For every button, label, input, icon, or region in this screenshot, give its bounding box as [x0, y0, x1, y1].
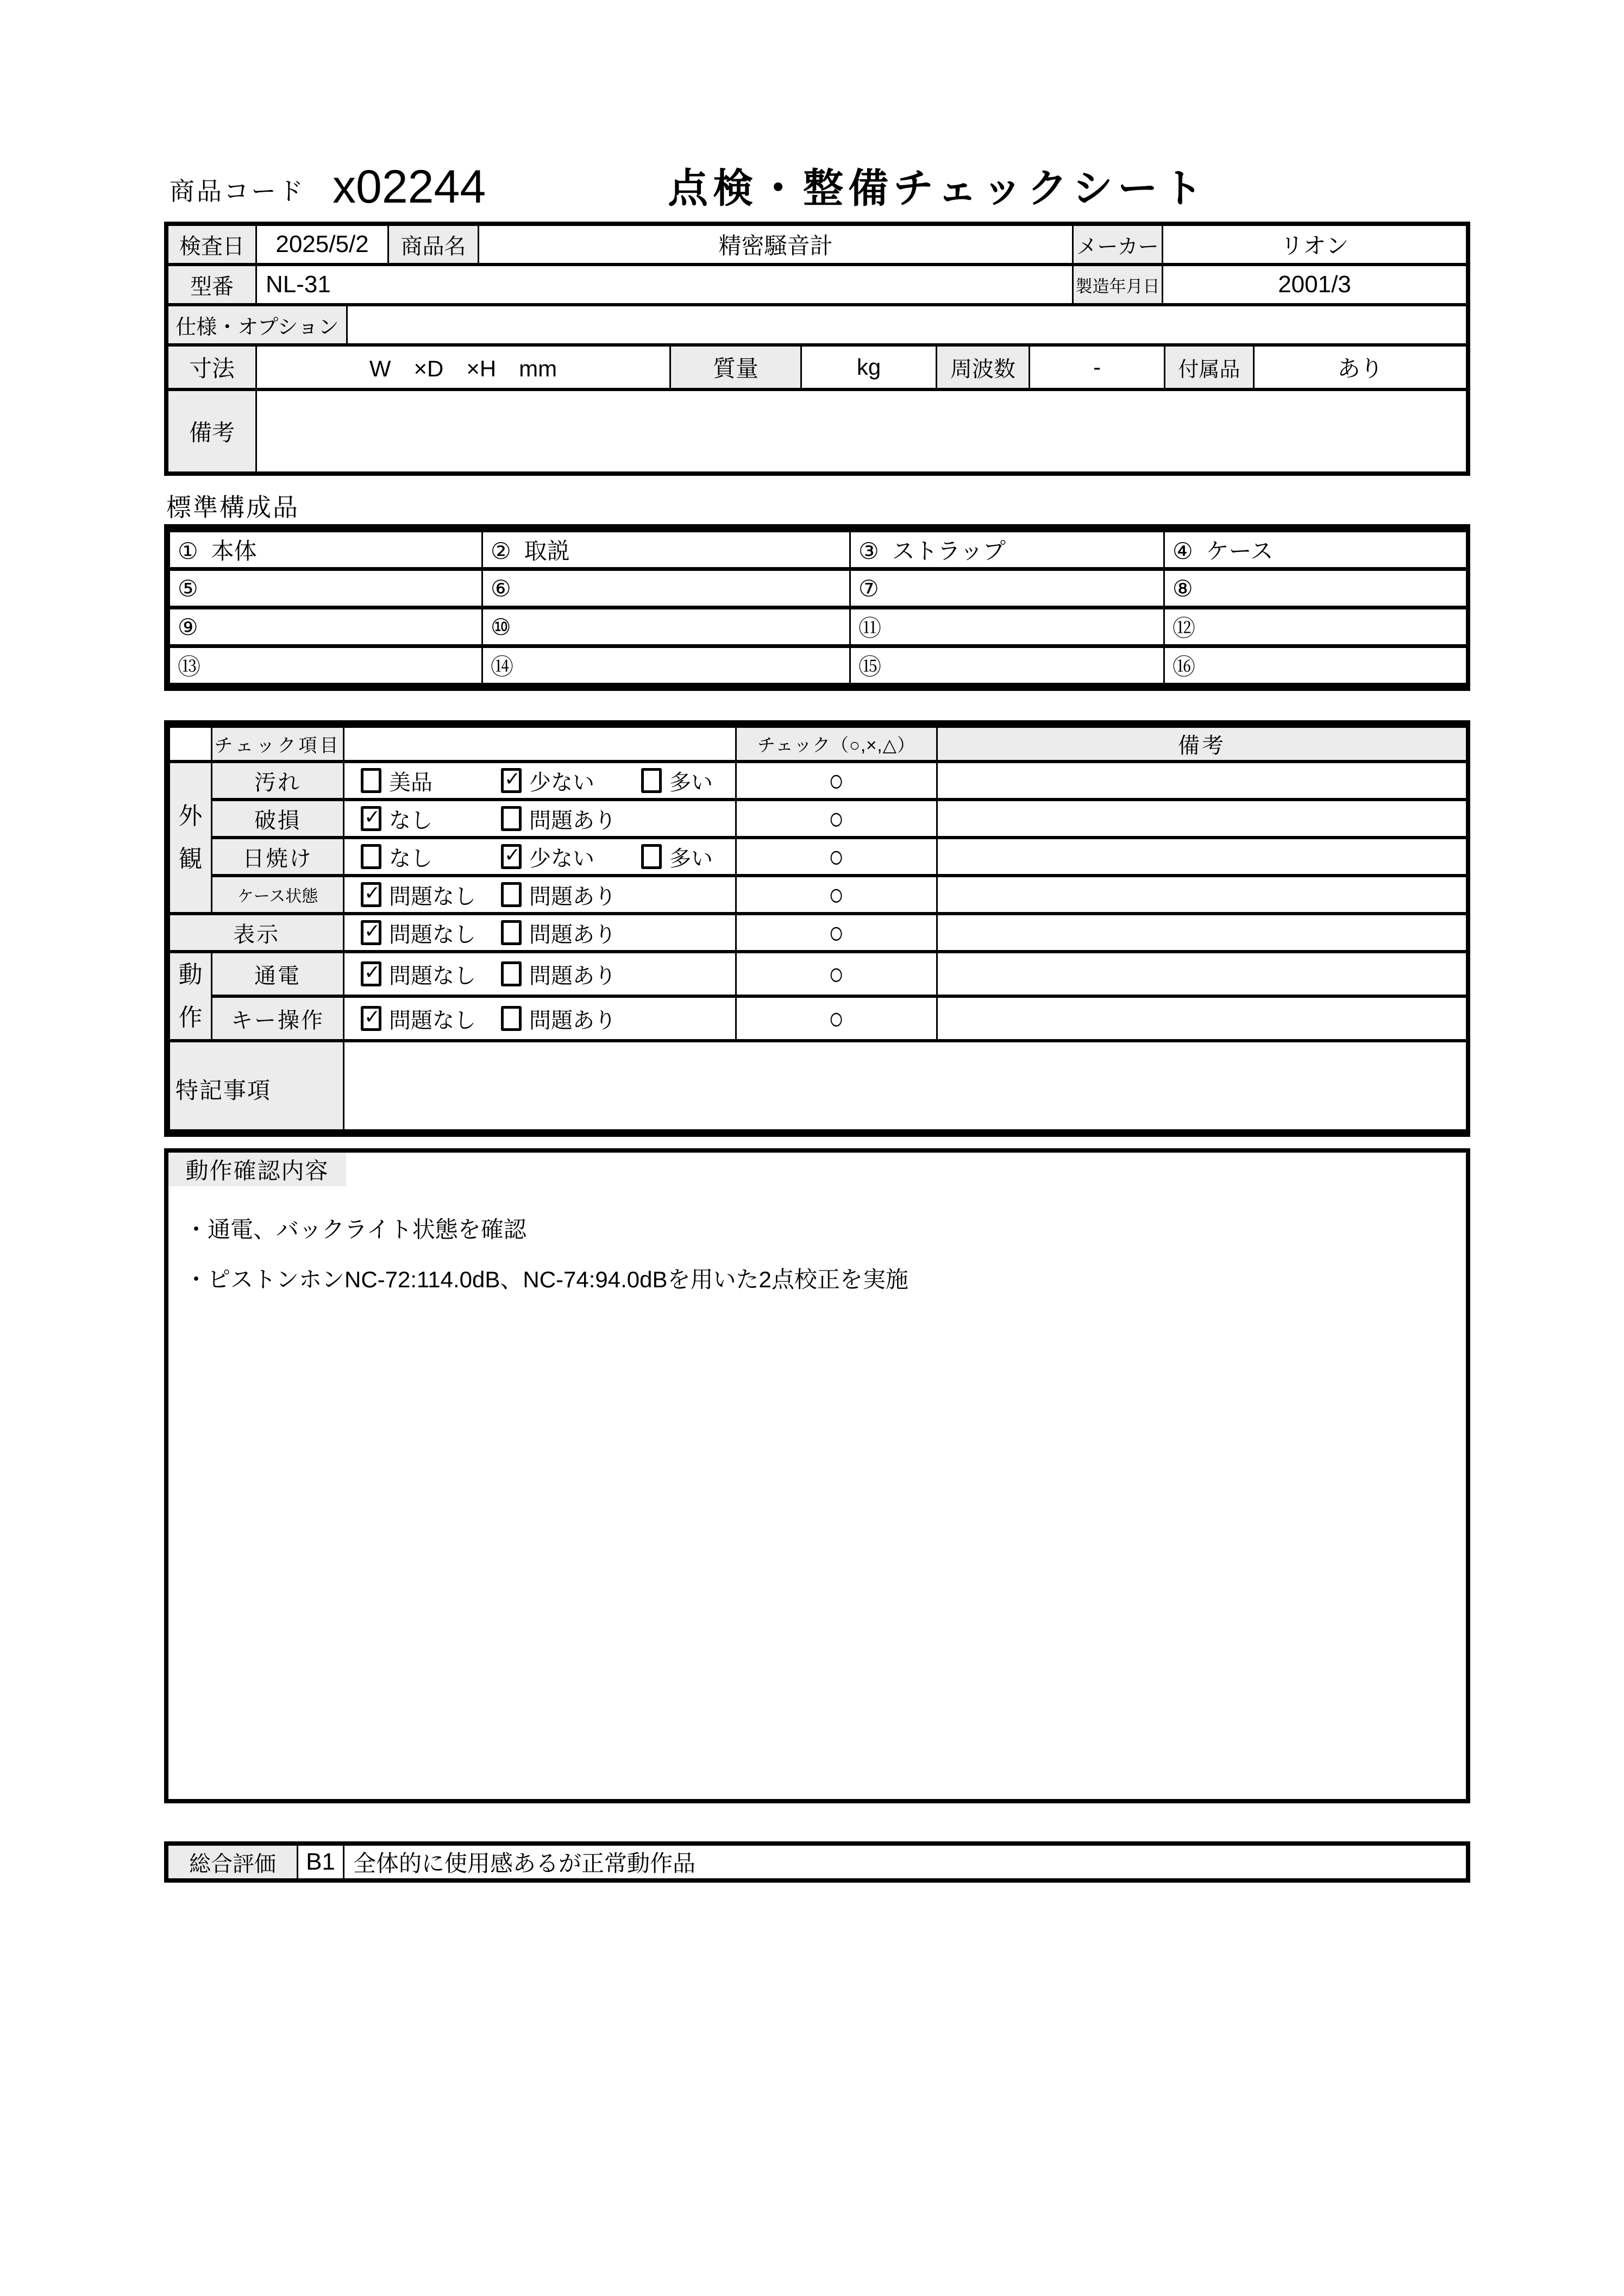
component-cell — [850, 569, 1164, 608]
weight-label: 質量 — [669, 347, 800, 388]
circle-mark: ○ — [829, 801, 844, 836]
checkbox-icon[interactable] — [361, 882, 381, 907]
checkbox-label: 問題あり — [529, 884, 616, 909]
components-row — [170, 608, 1467, 646]
checkbox-option[interactable] — [361, 917, 501, 948]
component-number: ⑬ — [178, 654, 201, 680]
checkbox-icon[interactable] — [361, 844, 381, 869]
check-options-cell — [344, 876, 736, 914]
check-item-label: 破損 — [212, 800, 344, 838]
checkbox-icon[interactable] — [361, 920, 381, 945]
checkbox-icon[interactable] — [641, 768, 662, 793]
special-notes-row — [170, 1041, 1467, 1131]
weight-value: kg — [800, 347, 936, 388]
check-row-case — [170, 876, 1467, 914]
checkbox-label: 問題あり — [529, 922, 616, 947]
checkbox-icon[interactable] — [501, 882, 522, 907]
checkbox-option[interactable] — [501, 917, 641, 948]
check-item-label: ケース状態 — [212, 876, 344, 914]
component-label: ストラップ — [892, 538, 1006, 564]
component-label: ケース — [1206, 538, 1274, 564]
checkbox-icon[interactable] — [501, 920, 522, 945]
component-cell — [1164, 608, 1467, 646]
check-item-label: 日焼け — [212, 838, 344, 876]
operation-check-heading: 動作確認内容 — [168, 1153, 346, 1186]
checkbox-label: 問題あり — [529, 1008, 616, 1033]
frequency-value: - — [1029, 347, 1164, 388]
check-mark-cell — [736, 876, 937, 914]
check-mark-cell — [736, 762, 937, 800]
operation-check-section — [164, 1148, 1470, 1803]
accessories-label: 付属品 — [1164, 347, 1253, 388]
checkbox-option[interactable] — [501, 1003, 641, 1034]
check-header-item: チェック項目 — [212, 726, 344, 762]
check-header-mark: チェック（○,×,△） — [736, 726, 937, 762]
checkbox-label: 少ない — [529, 846, 594, 871]
check-mark-cell — [736, 838, 937, 876]
checkbox-label: 問題なし — [389, 884, 476, 909]
checkbox-option[interactable] — [501, 803, 641, 834]
checkbox-label: 少ない — [529, 770, 594, 795]
component-number: ⑫ — [1172, 615, 1196, 641]
inspection-date-value: 2025/5/2 — [255, 226, 387, 263]
checkbox-option[interactable] — [641, 765, 736, 796]
component-number: ⑩ — [491, 614, 511, 640]
check-remarks-cell — [937, 996, 1467, 1041]
spec-option-value — [346, 306, 1466, 343]
components-row — [170, 531, 1467, 569]
components-row — [170, 569, 1467, 608]
check-table — [164, 720, 1470, 1137]
check-row-keys — [170, 996, 1467, 1041]
check-item-label: キー操作 — [212, 996, 344, 1041]
checkbox-icon[interactable] — [641, 844, 662, 869]
spec-option-label: 仕様・オプション — [168, 306, 346, 343]
checkbox-icon[interactable] — [501, 768, 522, 793]
component-cell — [1164, 569, 1467, 608]
check-row-damage — [170, 800, 1467, 838]
component-number: ⑦ — [858, 575, 879, 601]
accessories-value: あり — [1253, 347, 1466, 388]
operation-check-line: ・ピストンホンNC-72:114.0dB、NC-74:94.0dBを用いた2点校正を実施 — [185, 1267, 908, 1292]
dimensions-label: 寸法 — [168, 347, 255, 388]
component-number: ⑮ — [858, 654, 882, 680]
component-cell — [1164, 531, 1467, 569]
check-item-label: 表示 — [170, 914, 344, 952]
model-label: 型番 — [168, 266, 255, 303]
special-notes-value — [344, 1041, 1467, 1131]
checkbox-option[interactable] — [501, 879, 641, 910]
mfg-date-value: 2001/3 — [1162, 266, 1466, 303]
maker-label: メーカー — [1072, 226, 1162, 263]
check-remarks-cell — [937, 762, 1467, 800]
check-mark-cell — [736, 914, 937, 952]
checkbox-label: 問題なし — [389, 1008, 476, 1033]
product-info-table — [164, 222, 1470, 476]
checkbox-label: 多い — [669, 846, 713, 871]
component-number: ⑯ — [1172, 654, 1196, 680]
remarks-value — [255, 391, 1466, 471]
component-cell — [170, 531, 482, 569]
circle-mark: ○ — [829, 839, 844, 875]
checkbox-option[interactable] — [361, 1003, 501, 1034]
info-row-1 — [168, 226, 1466, 263]
checkbox-label: 問題なし — [389, 964, 476, 988]
checkbox-icon[interactable] — [501, 806, 522, 831]
check-row-dirt — [170, 762, 1467, 800]
check-mark-cell — [736, 952, 937, 996]
check-options-cell — [344, 762, 736, 800]
checkbox-label: 問題あり — [529, 964, 616, 988]
check-header-options-spacer — [344, 726, 736, 762]
component-number: ⑪ — [858, 615, 882, 641]
checkbox-option[interactable] — [361, 841, 501, 872]
checkbox-icon[interactable] — [361, 806, 381, 831]
group-appearance-label: 外観 — [170, 762, 212, 914]
checkbox-icon[interactable] — [501, 844, 522, 869]
checkbox-icon[interactable] — [501, 1006, 522, 1031]
component-number: ⑨ — [178, 614, 198, 640]
components-row — [170, 646, 1467, 685]
checkbox-label: なし — [389, 846, 432, 871]
checkbox-option[interactable] — [501, 959, 641, 990]
circle-mark: ○ — [829, 915, 844, 951]
check-options-cell — [344, 996, 736, 1041]
dimensions-value: W ×D ×H mm — [255, 347, 669, 388]
component-cell — [850, 531, 1164, 569]
special-notes-label: 特記事項 — [170, 1041, 344, 1131]
circle-mark: ○ — [829, 1001, 844, 1036]
components-heading: 標準構成品 — [166, 493, 299, 521]
component-cell — [170, 646, 482, 685]
remarks-label: 備考 — [168, 391, 255, 471]
info-row-5 — [168, 388, 1466, 471]
component-cell — [170, 569, 482, 608]
component-number: ⑧ — [1172, 575, 1193, 601]
component-cell — [850, 646, 1164, 685]
info-row-3 — [168, 303, 1466, 343]
checkbox-option[interactable] — [361, 765, 501, 796]
checkbox-label: 問題あり — [529, 808, 616, 833]
evaluation-comment: 全体的に使用感あるが正常動作品 — [343, 1846, 1466, 1878]
checkbox-icon[interactable] — [361, 768, 381, 793]
info-row-4 — [168, 343, 1466, 388]
mfg-date-label: 製造年月日 — [1072, 266, 1162, 303]
frequency-label: 周波数 — [936, 347, 1029, 388]
check-remarks-cell — [937, 952, 1467, 996]
check-header-remarks: 備考 — [937, 726, 1467, 762]
component-cell — [850, 608, 1164, 646]
group-operation-label: 動作 — [170, 952, 212, 1041]
component-cell — [482, 608, 850, 646]
info-row-2 — [168, 263, 1466, 303]
component-number: ④ — [1172, 538, 1193, 564]
check-options-cell — [344, 800, 736, 838]
component-cell — [482, 531, 850, 569]
check-options-cell — [344, 914, 736, 952]
evaluation-label: 総合評価 — [168, 1846, 297, 1878]
check-mark-cell — [736, 800, 937, 838]
circle-mark: ○ — [829, 763, 844, 798]
checkbox-label: なし — [389, 808, 432, 833]
circle-mark: ○ — [829, 877, 844, 913]
product-code-label: 商品コード — [170, 177, 305, 205]
evaluation-grade: B1 — [297, 1846, 343, 1878]
check-item-label: 通電 — [212, 952, 344, 996]
component-cell — [170, 608, 482, 646]
checkbox-option[interactable] — [361, 803, 501, 834]
check-options-cell — [344, 952, 736, 996]
check-mark-cell — [736, 996, 937, 1041]
product-name-label: 商品名 — [387, 226, 478, 263]
check-item-label: 汚れ — [212, 762, 344, 800]
component-label: 本体 — [211, 538, 257, 564]
check-remarks-cell — [937, 914, 1467, 952]
product-name-value: 精密騒音計 — [478, 226, 1072, 263]
component-number: ③ — [858, 538, 879, 564]
product-code-value: x02244 — [333, 161, 486, 213]
component-cell — [482, 569, 850, 608]
inspection-date-label: 検査日 — [168, 226, 255, 263]
page-header — [164, 152, 1470, 217]
component-number: ① — [178, 538, 198, 564]
check-options-cell — [344, 838, 736, 876]
check-remarks-cell — [937, 800, 1467, 838]
checkbox-option[interactable] — [641, 841, 736, 872]
checkbox-label: 問題なし — [389, 922, 476, 947]
checkbox-option[interactable] — [361, 879, 501, 910]
checkbox-label: 美品 — [389, 770, 432, 795]
model-value: NL-31 — [255, 266, 1072, 303]
component-cell — [482, 646, 850, 685]
evaluation-section — [164, 1841, 1470, 1883]
check-row-display — [170, 914, 1467, 952]
operation-check-lines — [168, 1186, 1466, 1305]
component-number: ⑭ — [491, 654, 514, 680]
check-header-row — [170, 726, 1467, 762]
component-cell — [1164, 646, 1467, 685]
check-row-sunfade — [170, 838, 1467, 876]
checkbox-label: 多い — [669, 770, 713, 795]
check-remarks-cell — [937, 876, 1467, 914]
components-table — [164, 524, 1470, 691]
check-header-spacer — [170, 726, 212, 762]
component-number: ⑥ — [491, 575, 511, 601]
checkbox-option[interactable] — [501, 765, 641, 796]
maker-value: リオン — [1162, 226, 1466, 263]
checkbox-icon[interactable] — [501, 961, 522, 986]
checkbox-icon[interactable] — [361, 961, 381, 986]
component-number: ② — [491, 538, 511, 564]
page-title: 点検・整備チェックシート — [668, 166, 1208, 211]
checkbox-icon[interactable] — [361, 1006, 381, 1031]
operation-check-line: ・通電、バックライト状態を確認 — [185, 1217, 526, 1242]
check-row-power — [170, 952, 1467, 996]
component-number: ⑤ — [178, 575, 198, 601]
checkbox-option[interactable] — [501, 841, 641, 872]
circle-mark: ○ — [829, 956, 844, 992]
checkbox-option[interactable] — [361, 959, 501, 990]
check-remarks-cell — [937, 838, 1467, 876]
component-label: 取説 — [524, 538, 570, 564]
